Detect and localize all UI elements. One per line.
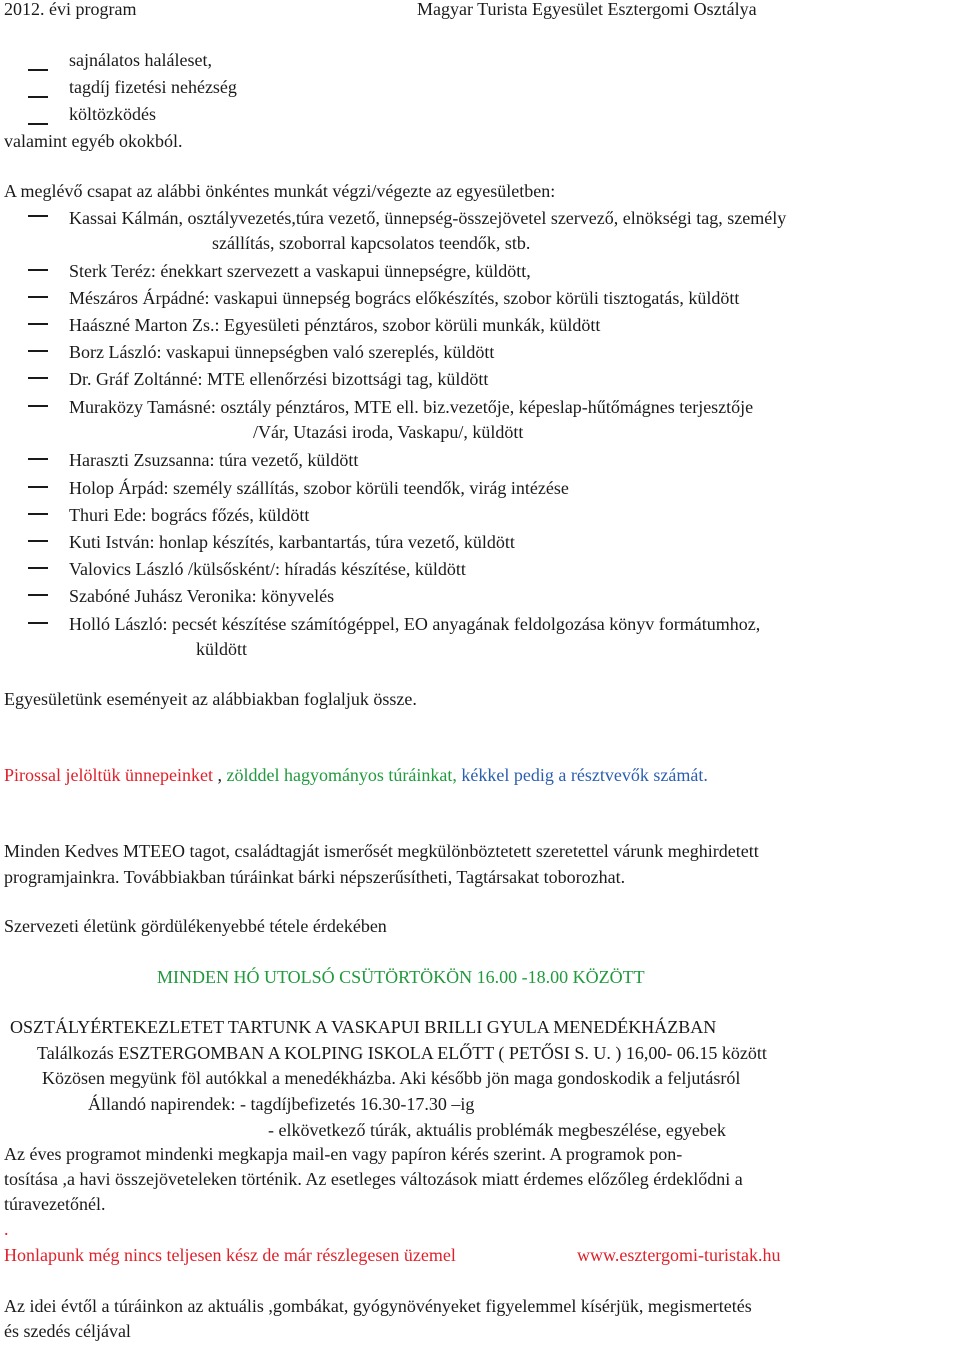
list-item: Haászné Marton Zs.: Egyesületi pénztáros, szobor körüli munkák, küldött xyxy=(69,315,601,335)
closing-line: és szedés céljával xyxy=(4,1321,131,1341)
list-item: Sterk Teréz: énekkart szervezett a vaskapui ünnepségre, küldött, xyxy=(69,261,531,281)
legend-green: zölddel hagyományos túráinkat, xyxy=(226,765,457,785)
red-dot: . xyxy=(4,1219,9,1239)
list-item: Szabóné Juhász Veronika: könyvelés xyxy=(69,586,335,606)
dash-bullet xyxy=(28,513,48,515)
website-link[interactable]: www.esztergomi-turistak.hu xyxy=(577,1245,781,1265)
list-item: Dr. Gráf Zoltánné: MTE ellenőrzési bizottsági tag, küldött xyxy=(69,369,489,389)
meeting-agenda: - elkövetkező túrák, aktuális problémák megbeszélése, egyebek xyxy=(268,1120,726,1140)
paragraph: valamint egyéb okokból. xyxy=(4,131,183,151)
dash-bullet xyxy=(28,540,48,542)
list-item-continuation: szállítás, szoborral kapcsolatos teendők, stb. xyxy=(212,233,531,253)
list-item: Kuti István: honlap készítés, karbantartás, túra vezető, küldött xyxy=(69,532,515,552)
list-item: Haraszti Zsuzsanna: túra vezető, küldött xyxy=(69,450,359,470)
list-item: sajnálatos haláleset, xyxy=(69,50,212,70)
meeting-drive: Közösen megyünk föl autókkal a menedékházba. Aki később jön maga gondoskodik a feljutásról xyxy=(42,1068,741,1088)
dash-bullet xyxy=(28,622,48,624)
legend-separator: , xyxy=(212,765,227,785)
header-org: Magyar Turista Egyesület Esztergomi Osztálya xyxy=(417,0,757,19)
program-line: Az éves programot mindenki megkapja mail-en vagy papíron kérés szerint. A programok pon- xyxy=(4,1144,683,1164)
closing-line: Az idei évtől a túráinkon az aktuális ,gombákat, gyógynövényeket figyelemmel kísérjük, megismertetés xyxy=(4,1296,752,1316)
dash-bullet xyxy=(28,405,48,407)
events-summary: Egyesületünk eseményeit az alábbiakban foglaljuk össze. xyxy=(4,689,417,709)
invite-line: Minden Kedves MTEEO tagot, családtagját ismerősét megkülönböztetett szeretettel várunk meghirdetett xyxy=(4,841,759,861)
list-item: Borz László: vaskapui ünnepségben való szereplés, küldött xyxy=(69,342,495,362)
list-item: Holop Árpád: személy szállítás, szobor körüli teendők, virág intézése xyxy=(69,478,569,498)
list-item: költözködés xyxy=(69,104,156,124)
dash-bullet xyxy=(28,458,48,460)
list-item: Muraközy Tamásné: osztály pénztáros, MTE ell. biz.vezetője, képeslap-hűtőmágnes terjesztője xyxy=(69,397,754,417)
website-text: Honlapunk még nincs teljesen kész de már részlegesen üzemel xyxy=(4,1245,456,1265)
meeting-meet: Találkozás ESZTERGOMBAN A KOLPING ISKOLA ELŐTT ( PETŐSI S. U. ) 16,00- 06.15 között xyxy=(37,1043,767,1063)
list-item: Thuri Ede: bogrács főzés, küldött xyxy=(69,505,310,525)
meeting-where: OSZTÁLYÉRTEKEZLETET TARTUNK A VASKAPUI BRILLI GYULA MENEDÉKHÁZBAN xyxy=(10,1017,717,1037)
dash-bullet xyxy=(28,69,48,71)
dash-bullet xyxy=(28,486,48,488)
list-item-continuation: küldött xyxy=(196,639,248,659)
dash-bullet xyxy=(28,594,48,596)
list-item: Kassai Kálmán, osztályvezetés,túra vezető, ünnepség-összejövetel szervező, elnökségi tag, személy xyxy=(69,208,787,228)
volunteer-intro: A meglévő csapat az alábbi önkéntes munkát végzi/végezte az egyesületben: xyxy=(4,181,556,201)
list-item: Mészáros Árpádné: vaskapui ünnepség bogrács előkészítés, szobor körüli tisztogatás, küldött xyxy=(69,288,740,308)
dash-bullet xyxy=(28,123,48,125)
header-year: 2012. évi program xyxy=(4,0,137,19)
meeting-when: MINDEN HÓ UTOLSÓ CSÜTÖRTÖKÖN 16.00 -18.00 KÖZÖTT xyxy=(157,967,645,987)
list-item: tagdíj fizetési nehézség xyxy=(69,77,237,97)
list-item: Holló László: pecsét készítése számítógéppel, EO anyagának feldolgozása könyv formátumhoz, xyxy=(69,614,761,634)
dash-bullet xyxy=(28,96,48,98)
invite-line: programjainkra. Továbbiakban túráinkat bárki népszerűsítheti, Tagtársakat toborozhat. xyxy=(4,867,626,887)
dash-bullet xyxy=(28,377,48,379)
program-line: túravezetőnél. xyxy=(4,1194,106,1214)
legend-red: Pirossal jelöltük ünnepeinket xyxy=(4,765,213,785)
org-line: Szervezeti életünk gördülékenyebbé tétele érdekében xyxy=(4,916,387,936)
dash-bullet xyxy=(28,323,48,325)
dash-bullet xyxy=(28,296,48,298)
color-legend xyxy=(4,764,708,786)
program-line: tosítása ,a havi összejöveteleken történik. Az esetleges változások miatt érdemes előzőleg érdeklődni a xyxy=(4,1169,743,1189)
dash-bullet xyxy=(28,567,48,569)
dash-bullet xyxy=(28,269,48,271)
list-item: Valovics László /külsősként/: híradás készítése, küldött xyxy=(69,559,466,579)
list-item-continuation: /Vár, Utazási iroda, Vaskapu/, küldött xyxy=(253,422,524,442)
dash-bullet xyxy=(28,350,48,352)
dash-bullet xyxy=(28,215,48,217)
meeting-agenda: Állandó napirendek: - tagdíjbefizetés 16.30-17.30 –ig xyxy=(88,1094,475,1114)
legend-blue: kékkel pedig a résztvevők számát. xyxy=(456,765,708,785)
